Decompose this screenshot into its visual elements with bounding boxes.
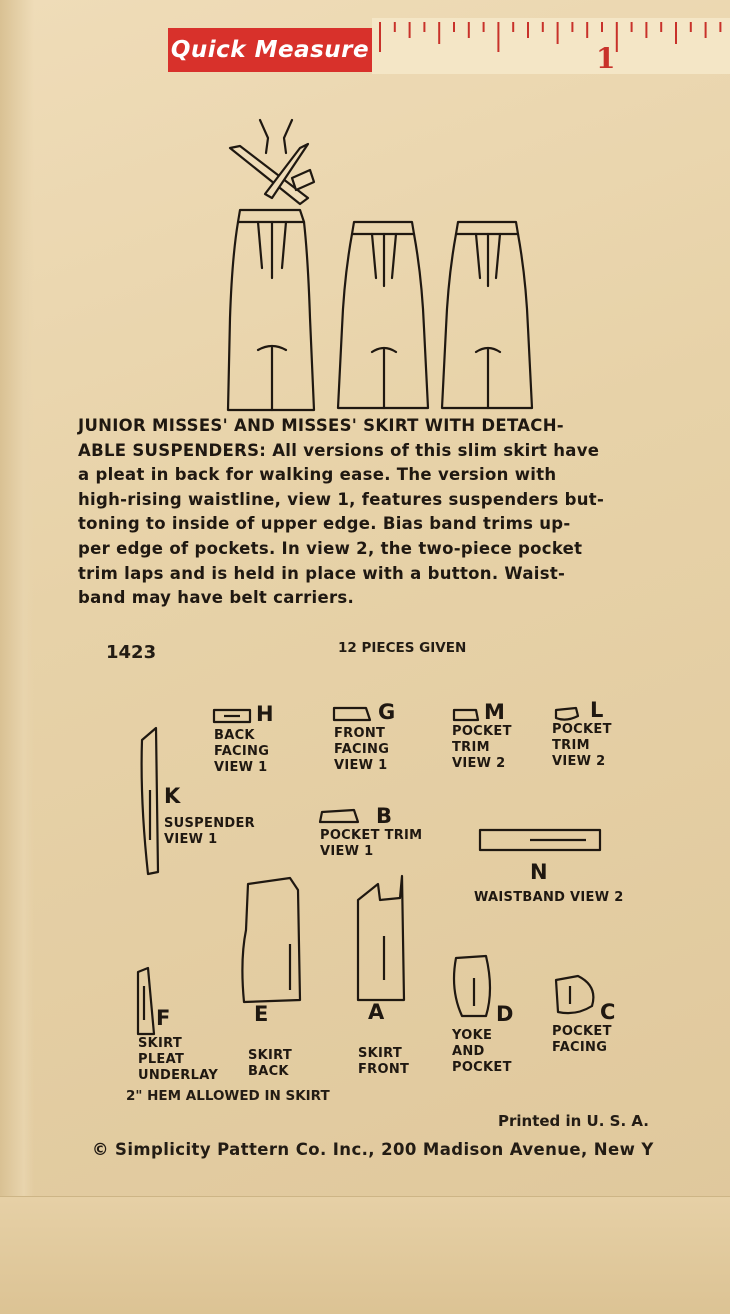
piece-letter-e: E: [254, 1002, 269, 1026]
piece-letter-n: N: [530, 860, 548, 884]
piece-label-a: SKIRT FRONT: [358, 1046, 410, 1077]
pieces-given: 12 PIECES GIVEN: [338, 640, 467, 656]
piece-label-e: SKIRT BACK: [248, 1048, 293, 1079]
piece-letter-m: M: [484, 700, 505, 724]
copyright-line: © Simplicity Pattern Co. Inc., 200 Madison Avenue, New Y: [92, 1140, 654, 1159]
piece-letter-c: C: [600, 1000, 616, 1024]
description-line: toning to inside of upper edge. Bias band trims up-: [78, 514, 571, 534]
description-line: band may have belt carriers.: [78, 588, 355, 608]
piece-letter-k: K: [164, 784, 181, 808]
description-line: JUNIOR MISSES' AND MISSES' SKIRT WITH DETACH-: [78, 416, 564, 435]
description-line: a pleat in back for walking ease. The version with: [78, 465, 557, 485]
description-line: per edge of pockets. In view 2, the two-piece pocket: [78, 538, 583, 558]
piece-letter-a: A: [368, 1000, 385, 1024]
printed-in-usa: Printed in U. S. A.: [498, 1112, 649, 1130]
piece-label-g: FRONT FACING VIEW 1: [334, 726, 390, 773]
pattern-number: 1423: [106, 642, 157, 663]
description-line: high-rising waistline, view 1, features suspenders but-: [78, 489, 605, 509]
piece-label-f: SKIRT PLEAT UNDERLAY: [138, 1036, 219, 1083]
piece-label-d: YOKE AND POCKET: [452, 1028, 512, 1075]
piece-label-n: WAISTBAND VIEW 2: [474, 890, 624, 905]
piece-letter-d: D: [496, 1002, 514, 1026]
piece-letter-g: G: [378, 700, 396, 724]
description-line: trim laps and is held in place with a button. Waist-: [78, 563, 566, 583]
piece-letter-l: L: [590, 698, 604, 722]
piece-label-k: SUSPENDER VIEW 1: [164, 816, 255, 847]
piece-label-m: POCKET TRIM VIEW 2: [452, 724, 512, 771]
piece-letter-h: H: [256, 702, 274, 726]
piece-letter-f: F: [156, 1006, 171, 1030]
piece-label-c: POCKET FACING: [552, 1024, 612, 1055]
ruler-mark-1: 1: [596, 42, 616, 74]
piece-label-l: POCKET TRIM VIEW 2: [552, 722, 612, 769]
hem-note: 2" HEM ALLOWED IN SKIRT: [126, 1088, 330, 1104]
piece-letter-b: B: [376, 804, 393, 828]
piece-label-h: BACK FACING VIEW 1: [214, 728, 270, 775]
piece-label-b: POCKET TRIM VIEW 1: [320, 828, 423, 859]
quick-measure-label: Quick Measure: [168, 28, 372, 72]
description-line: ABLE SUSPENDERS: All versions of this slim skirt have: [78, 440, 600, 460]
